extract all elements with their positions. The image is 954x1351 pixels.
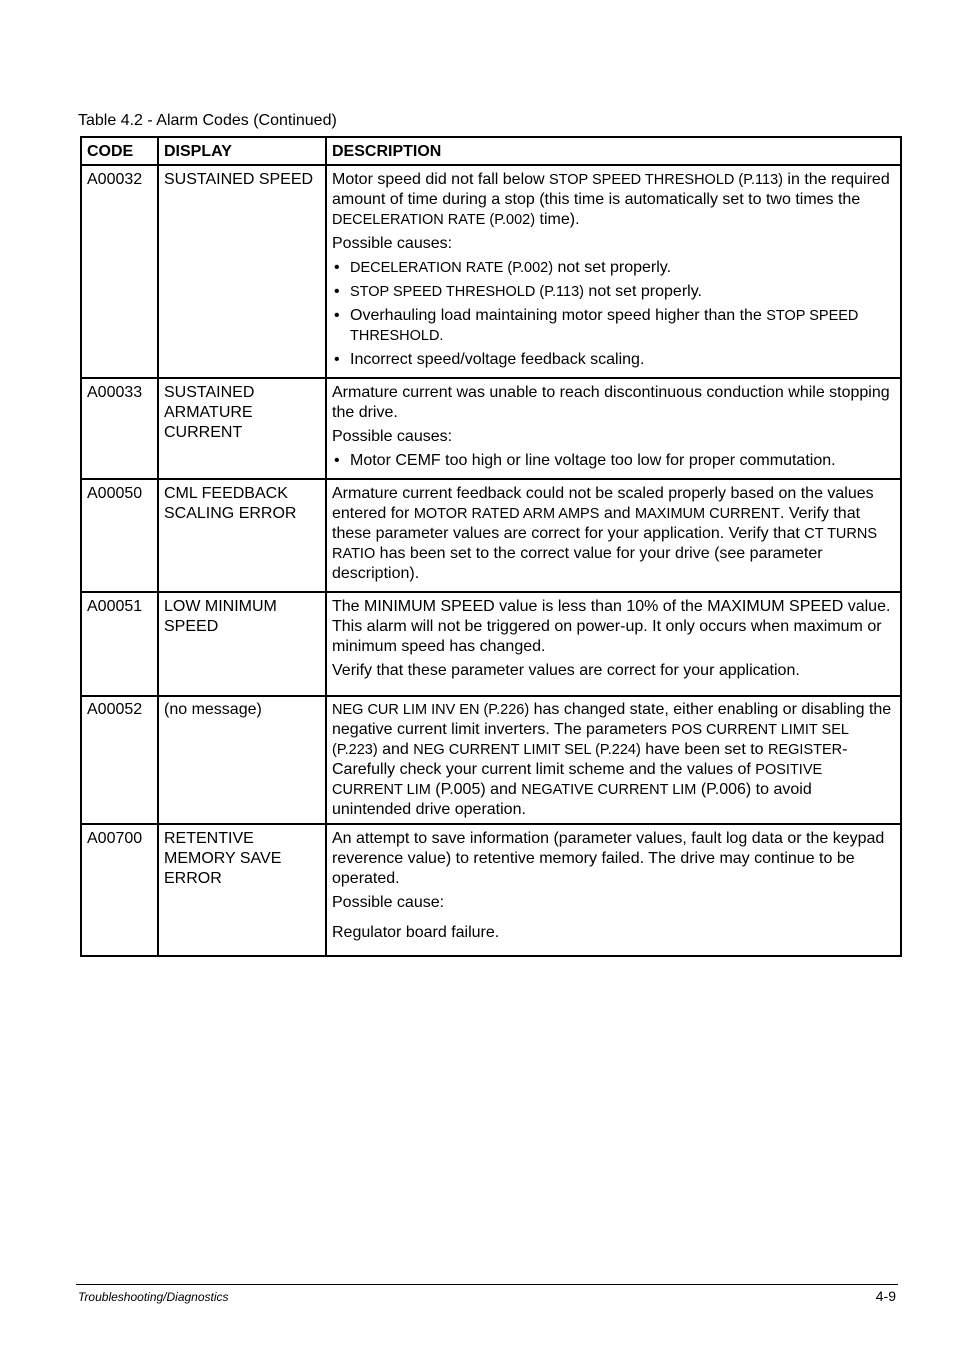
parameter-name: NEGATIVE CURRENT LIM xyxy=(521,782,697,798)
parameter-name: MOTOR RATED ARM AMPS xyxy=(413,506,600,522)
display-cell: CML FEEDBACK SCALING ERROR xyxy=(158,479,326,592)
code-cell: A00052 xyxy=(81,696,158,824)
header-display: DISPLAY xyxy=(158,137,326,165)
table-row xyxy=(81,824,901,956)
table-row xyxy=(81,165,901,378)
text-run: Armature current feedback could not be scaled properly based on the values entered for xyxy=(332,485,874,522)
parameter-name: DECELERATION RATE (P.002) xyxy=(350,260,554,276)
text-run: time). xyxy=(535,211,580,228)
text-run: - Carefully check your current limit scheme and the values of xyxy=(332,741,848,778)
code-cell: A00050 xyxy=(81,479,158,592)
list-item: • Motor CEMF too high or line voltage too low for proper commutation. xyxy=(332,451,895,471)
alarm-codes-table xyxy=(80,136,902,957)
parameter-name: POSITIVE CURRENT LIM xyxy=(332,762,823,798)
text-run: have been set to xyxy=(640,741,768,758)
text-run: not set properly. xyxy=(583,283,702,300)
display-cell: SUSTAINED ARMATURE CURRENT xyxy=(158,378,326,479)
page-number: 4-9 xyxy=(875,1288,896,1304)
parameter-name: STOP SPEED THRESHOLD (P.113) xyxy=(549,172,783,188)
display-cell: SUSTAINED SPEED xyxy=(158,165,326,378)
description-cell xyxy=(326,824,901,956)
text-run: and xyxy=(377,741,414,758)
parameter-name: DECELERATION RATE (P.002) xyxy=(332,212,536,228)
table-row xyxy=(81,378,901,479)
parameter-name: NEG CURRENT LIMIT SEL (P.224) xyxy=(413,742,641,758)
table-caption: Table 4.2 - Alarm Codes (Continued) xyxy=(78,112,337,129)
causes-label: Possible cause: xyxy=(332,894,445,911)
parameter-name: STOP SPEED THRESHOLD (P.113) xyxy=(350,284,584,300)
parameter-name: STOP SPEED THRESHOLD. xyxy=(350,308,859,344)
description-text: Verify that these parameter values are correct for your application. xyxy=(332,662,800,679)
parameter-name: NEG CUR LIM INV EN (P.226) xyxy=(332,702,530,718)
list-item: • Incorrect speed/voltage feedback scaling. xyxy=(332,350,895,370)
header-code: CODE xyxy=(81,137,158,165)
description-text: Armature current was unable to reach discontinuous conduction while stopping the drive. xyxy=(332,384,890,421)
display-cell: (no message) xyxy=(158,696,326,824)
causes-label: Possible causes: xyxy=(332,428,453,445)
text-run: . Verify that these parameter values are correct for your application. Verify that xyxy=(332,505,861,542)
parameter-name: REGISTER xyxy=(768,742,843,758)
description-text xyxy=(332,700,895,820)
text-run: not set properly. xyxy=(553,259,672,276)
display-cell: LOW MINIMUM SPEED xyxy=(158,592,326,696)
list-item xyxy=(332,282,895,302)
code-cell: A00033 xyxy=(81,378,158,479)
causes-label: Possible causes: xyxy=(332,235,453,252)
text-run: Motor speed did not fall below xyxy=(332,171,550,188)
causes-list xyxy=(332,258,895,370)
parameter-name: MAXIMUM CURRENT xyxy=(635,506,780,522)
text-run: and xyxy=(599,505,635,522)
text-run: Overhauling load maintaining motor speed higher than the xyxy=(350,307,767,324)
parameter-name: POS CURRENT LIMIT SEL (P.223) xyxy=(332,722,849,758)
text-run: has been set to the correct value for your drive (see parameter description). xyxy=(332,545,823,582)
table-row xyxy=(81,592,901,696)
description-cell xyxy=(326,378,901,479)
text-run: has changed state, either enabling or disabling the negative current limit inverters. The parameters xyxy=(332,701,892,738)
description-text xyxy=(332,170,895,230)
list-item xyxy=(332,258,895,278)
table-row xyxy=(81,696,901,824)
description-text: The MINIMUM SPEED value is less than 10% of the MAXIMUM SPEED value. This alarm will not be triggered on power-up. It only occurs when maximum or minimum speed has changed. xyxy=(332,598,891,655)
text-run: in the required amount of time during a stop (this time is automatically set to two times the xyxy=(332,171,890,208)
code-cell: A00032 xyxy=(81,165,158,378)
code-cell: A00051 xyxy=(81,592,158,696)
table-header-row xyxy=(81,137,901,165)
causes-list xyxy=(332,451,895,471)
header-description: DESCRIPTION xyxy=(326,137,901,165)
table-row xyxy=(81,479,901,592)
description-text: An attempt to save information (parameter values, fault log data or the keypad reverence value) to retentive memory failed. The drive may continue to be operated. xyxy=(332,830,885,887)
description-cell xyxy=(326,165,901,378)
description-cell xyxy=(326,696,901,824)
footer-section-title: Troubleshooting/Diagnostics xyxy=(78,1290,229,1304)
text-run: (P.005) and xyxy=(430,781,522,798)
description-cell xyxy=(326,479,901,592)
list-item xyxy=(332,306,895,346)
parameter-name: CT TURNS RATIO xyxy=(332,526,878,562)
text-run: (P.006) to avoid unintended drive operation. xyxy=(332,781,812,818)
code-cell: A00700 xyxy=(81,824,158,956)
description-text: Regulator board failure. xyxy=(332,924,500,941)
description-cell xyxy=(326,592,901,696)
footer-divider xyxy=(76,1284,898,1285)
display-cell: RETENTIVE MEMORY SAVE ERROR xyxy=(158,824,326,956)
description-text xyxy=(332,484,895,584)
